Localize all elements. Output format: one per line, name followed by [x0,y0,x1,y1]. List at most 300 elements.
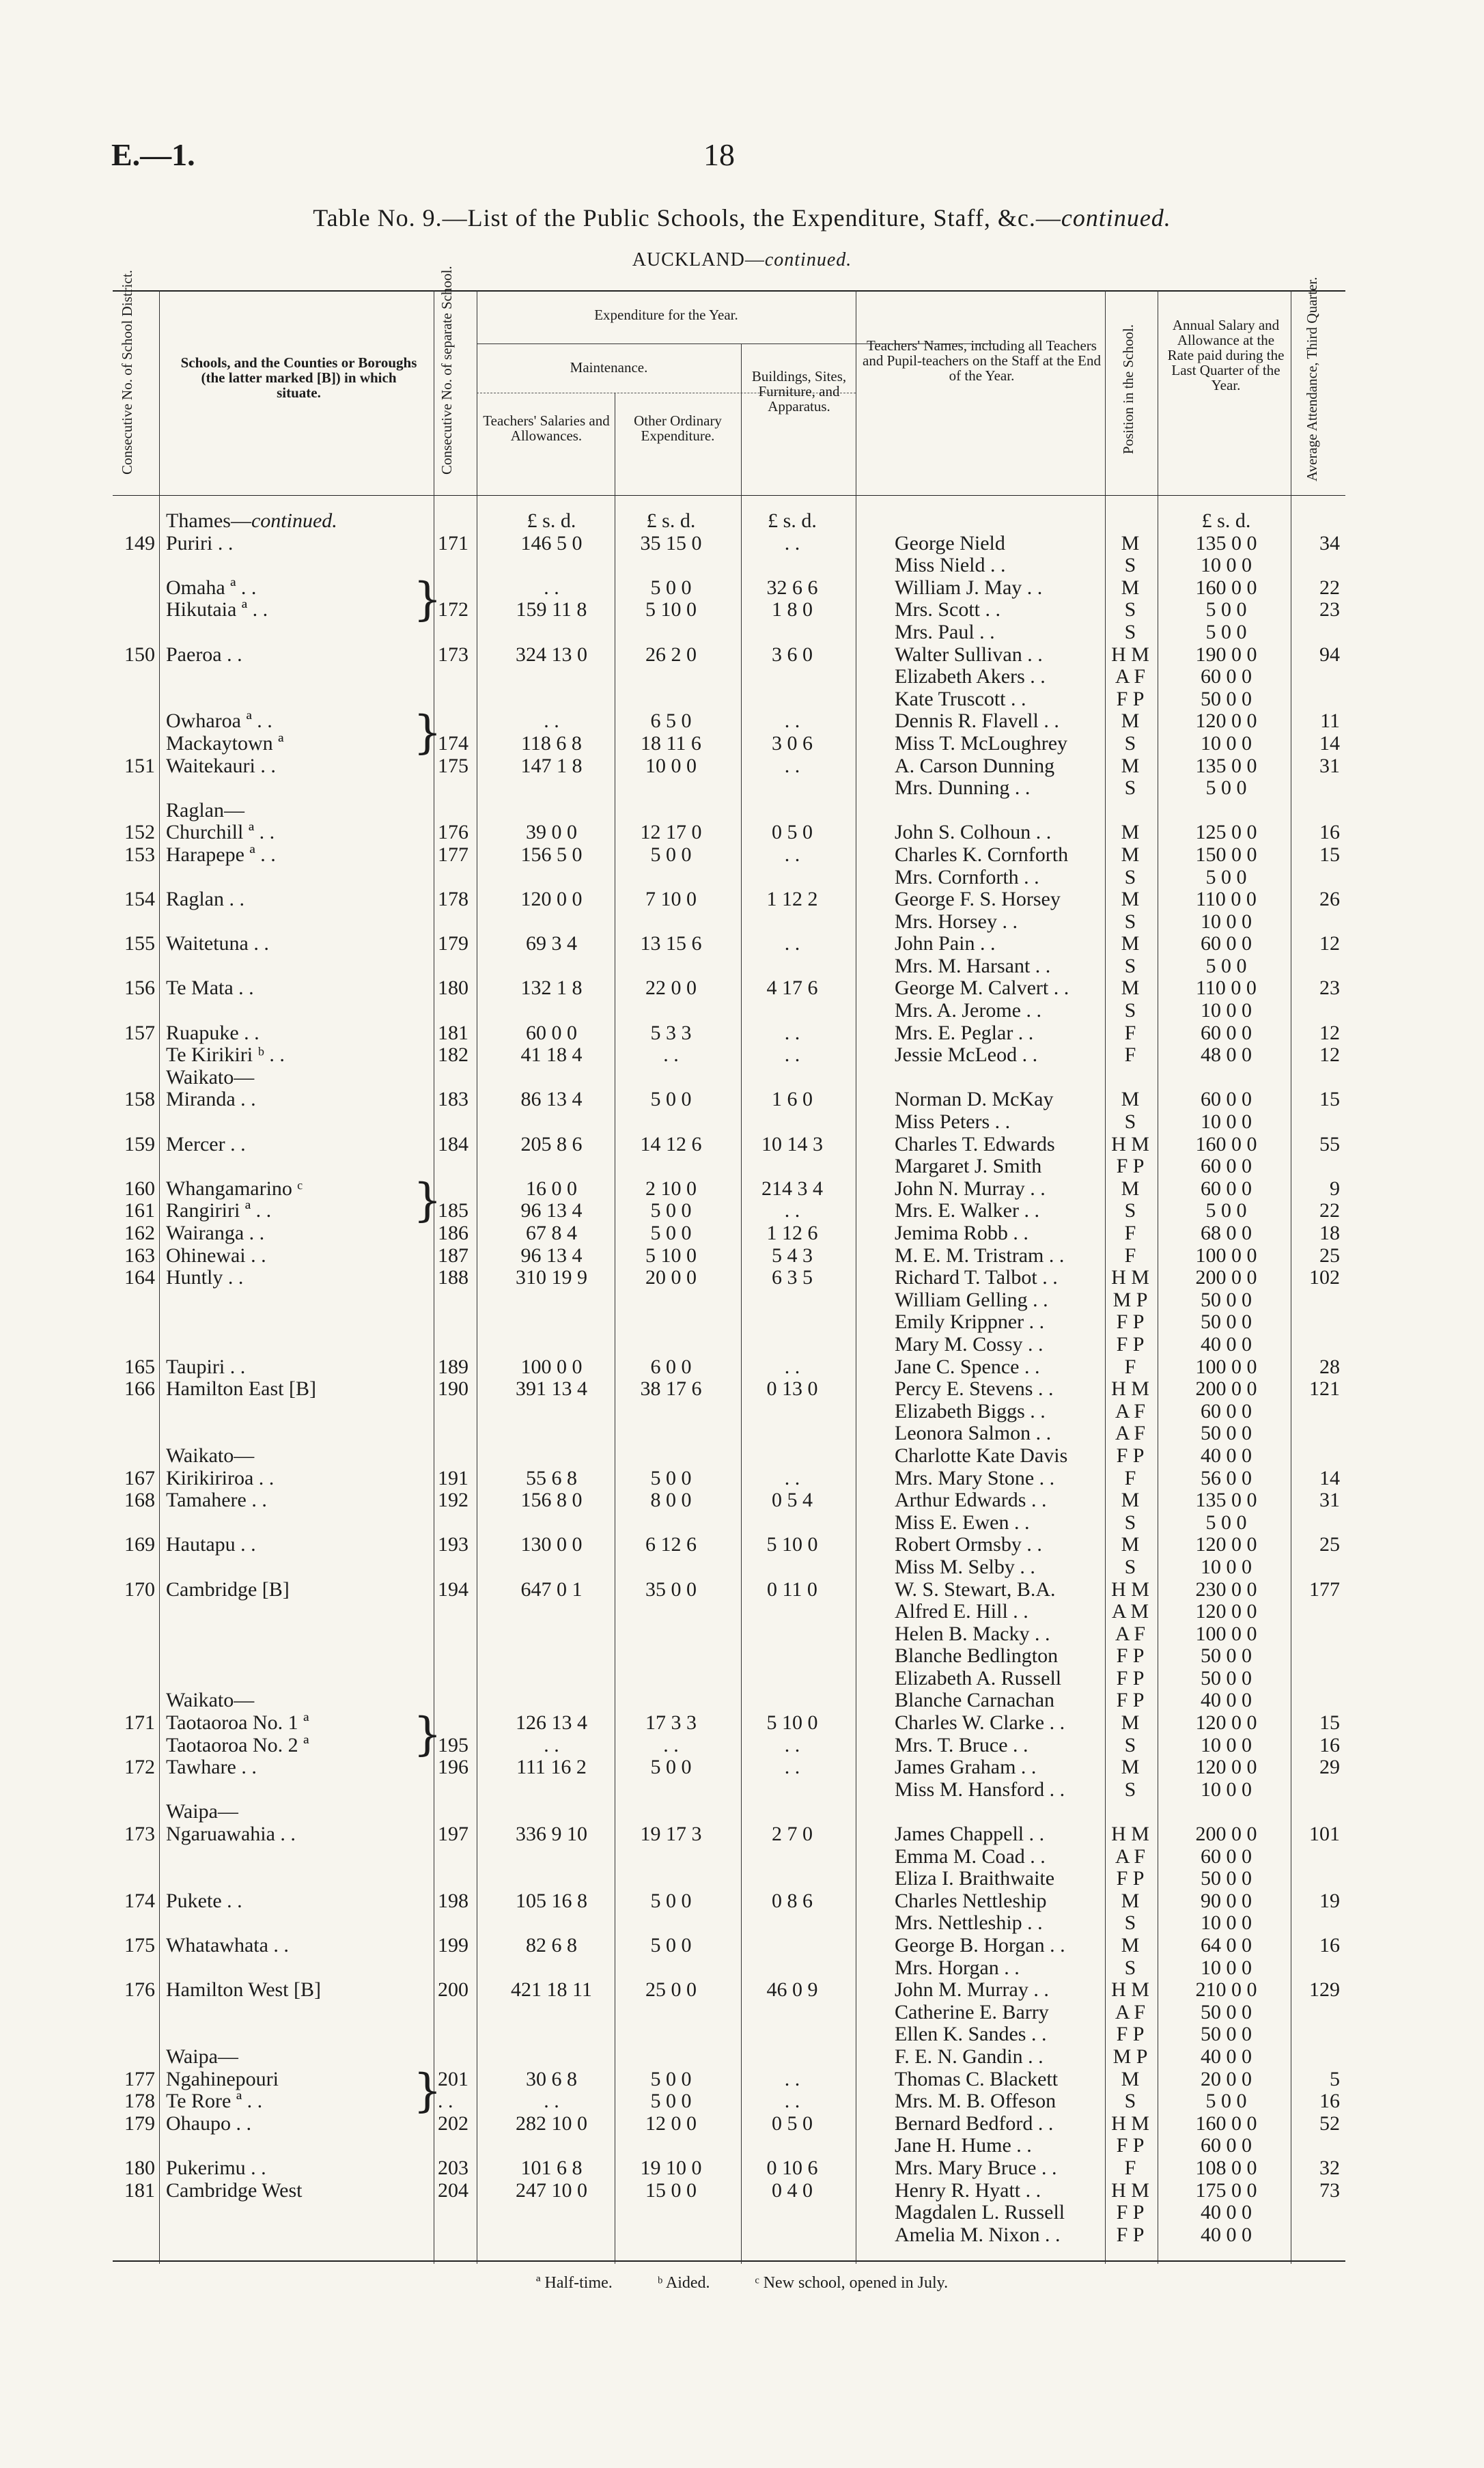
cell-school-name [166,2157,473,2180]
other-expenditure-text: 10 0 0 [645,755,697,777]
cell-teacher-name [895,710,1096,733]
teacher-name-text: Jessie McLeod . . [895,1044,1038,1067]
district-no-text: 180 [124,2157,155,2179]
other-expenditure-text: 6 12 6 [645,1534,697,1556]
school-no-text: 199 [438,1935,468,1957]
attendance-text: 121 [1309,1378,1340,1401]
cell-attendance [1298,1534,1340,1556]
school-name-text: Paeroa . . [166,643,242,666]
annual-salary-text: 110 0 0 [1196,888,1257,911]
cell-salaries [481,1089,621,1111]
cell-buildings [738,510,847,533]
cell-annual-salary [1170,1401,1283,1423]
table-row [113,1868,1345,1890]
cell-buildings [738,1579,847,1601]
position-text: F [1124,1222,1136,1244]
table-row [113,800,1345,822]
teacher-name-text: Eliza I. Braithwaite [895,1868,1055,1890]
school-no-text: 189 [438,1356,468,1378]
cell-position [1106,1356,1154,1379]
table-top-rule [113,290,1345,292]
table-row [113,710,1345,733]
table-row [113,1935,1345,1957]
cell-school-no [438,599,475,621]
cell-position [1106,577,1154,600]
table-row [113,1245,1345,1267]
table-row [113,1979,1345,2002]
cell-attendance [1298,1022,1340,1045]
buildings-text: 1 12 6 [766,1222,818,1244]
table-row [113,1067,1345,1089]
table-title-continued: continued. [1061,204,1171,232]
cell-position [1106,1512,1154,1534]
teacher-name-text: John M. Murray . . [895,1979,1049,2002]
annual-salary-text: 40 0 0 [1201,1444,1252,1467]
salaries-text: 101 6 8 [520,2157,583,2179]
cell-annual-salary [1170,577,1283,600]
cell-position [1106,1378,1154,1401]
cell-other-expenditure [615,599,727,621]
school-name-text: Puriri . . [166,532,234,555]
table-row [113,1200,1345,1222]
school-no-text: 195 [438,1734,468,1756]
cell-position [1106,1134,1154,1156]
school-name-text: Hamilton East [B] [166,1378,316,1401]
cell-position [1106,1422,1154,1445]
table-row [113,1311,1345,1334]
school-name-text: Thames— [166,510,251,532]
other-expenditure-text: 19 17 3 [640,1823,702,1846]
position-text: M [1121,977,1140,1000]
cell-other-expenditure [615,577,727,600]
header-district-no: Consecutive No. of School District. [119,270,135,475]
position-text: F P [1116,1645,1145,1668]
cell-other-expenditure [615,1089,727,1111]
cell-position [1106,1868,1154,1890]
cell-attendance [1298,1890,1340,1913]
annual-salary-text: 48 0 0 [1201,1044,1252,1067]
buildings-text: 0 13 0 [766,1378,818,1401]
table-row [113,733,1345,755]
attendance-text: 31 [1319,755,1340,777]
other-expenditure-text: 5 0 0 [650,2068,692,2090]
annual-salary-text: 5 0 0 [1205,2090,1247,2113]
district-no-text: 177 [124,2068,155,2090]
header-schools: Schools, and the Counties or Boroughs (the latter marked [B]) in which situate. [180,354,417,401]
salaries-text: 111 16 2 [516,1756,587,1779]
position-text: H M [1111,1578,1149,1601]
cell-annual-salary [1170,933,1283,955]
school-name-text: Taotaoroa No. 2 ª [166,1734,309,1756]
cell-position [1106,644,1154,667]
teacher-name-text: Jane C. Spence . . [895,1356,1040,1378]
cell-salaries [481,2090,621,2113]
cell-school-no [438,755,475,778]
attendance-text: 16 [1319,2090,1340,2113]
cell-other-expenditure [615,644,727,667]
annual-salary-text: 50 0 0 [1201,1667,1252,1689]
attendance-text: 15 [1319,1712,1340,1735]
cell-annual-salary [1170,666,1283,688]
salaries-text: 60 0 0 [526,1022,577,1044]
table-row [113,2090,1345,2113]
position-text: S [1124,1000,1136,1022]
cell-buildings [738,1044,847,1067]
teacher-name-text: Blanche Bedlington [895,1645,1059,1668]
table-row [113,2023,1345,2046]
cell-teacher-name [895,1645,1096,1668]
teacher-name-text: Elizabeth Akers . . [895,666,1046,688]
district-no-text: 157 [124,1022,155,1044]
cell-other-expenditure [615,2180,727,2202]
cell-other-expenditure [615,733,727,755]
table-row [113,867,1345,889]
school-no-text: 186 [438,1222,468,1244]
salaries-text: 96 13 4 [520,1244,583,1267]
attendance-text: 22 [1319,576,1340,599]
cell-buildings [738,1890,847,1913]
cell-school-no [438,888,475,911]
teacher-name-text: Charles Nettleship [895,1890,1047,1912]
annual-salary-text: 10 0 0 [1201,1734,1252,1756]
cell-attendance [1298,1089,1340,1111]
cell-other-expenditure [615,977,727,1000]
cell-attendance [1298,888,1340,911]
cell-attendance [1298,644,1340,667]
buildings-text: 1 12 2 [766,888,818,911]
teacher-name-text: Arthur Edwards . . [895,1489,1047,1512]
annual-salary-text: 5 0 0 [1205,621,1247,643]
cell-district-no [113,1134,155,1156]
teacher-name-text: Mrs. Dunning . . [895,777,1031,800]
buildings-text: 5 10 0 [766,1534,818,1556]
cell-district-no [113,2157,155,2180]
other-expenditure-text: 6 0 0 [650,1356,692,1378]
annual-salary-text: 135 0 0 [1195,755,1257,777]
cell-annual-salary [1170,977,1283,1000]
cell-other-expenditure [615,1356,727,1379]
salaries-text: . . [544,1734,559,1756]
teacher-name-text: Mrs. T. Bruce . . [895,1734,1028,1756]
other-expenditure-text: 35 15 0 [640,532,702,555]
position-text: F P [1116,1311,1145,1334]
other-expenditure-text: £ s. d. [646,510,696,532]
teacher-name-text: Charles T. Edwards [895,1133,1055,1155]
attendance-text: 19 [1319,1890,1340,1912]
annual-salary-text: 5 0 0 [1205,777,1247,800]
cell-position [1106,2002,1154,2024]
cell-buildings [738,1222,847,1245]
attendance-text: 52 [1319,2112,1340,2135]
school-no-text: 172 [438,599,468,621]
cell-teacher-name [895,1601,1096,1623]
cell-teacher-name [895,2046,1096,2069]
cell-district-no [113,1579,155,1601]
teacher-name-text: Mrs. A. Jerome . . [895,1000,1041,1022]
other-expenditure-text: 5 0 0 [650,1756,692,1779]
cell-teacher-name [895,1311,1096,1334]
cell-salaries [481,533,621,555]
cell-salaries [481,1267,621,1289]
annual-salary-text: 40 0 0 [1201,2045,1252,2068]
school-no-text: 204 [438,2179,468,2202]
cell-school-no [438,2157,475,2180]
footnote-new-school: ᶜ New school, opened in July. [755,2274,949,2292]
position-text: S [1124,1111,1136,1134]
cell-position [1106,1534,1154,1556]
other-expenditure-text: 5 0 0 [650,1200,692,1222]
table-row [113,1489,1345,1512]
other-expenditure-text: 22 0 0 [645,977,697,1000]
school-no-text: 202 [438,2112,468,2135]
cell-school-no [438,2180,475,2202]
cell-teacher-name [895,1022,1096,1045]
cell-school-no [438,2090,475,2113]
table-row [113,533,1345,555]
annual-salary-text: 50 0 0 [1201,1868,1252,1890]
table-row [113,1378,1345,1401]
cell-school-no [438,1756,475,1779]
buildings-text: . . [784,933,800,955]
cell-school-name [166,1089,473,1111]
cell-salaries [481,510,621,533]
cell-position [1106,2090,1154,2113]
table-row [113,1534,1345,1556]
cell-other-expenditure [615,1979,727,2002]
cell-teacher-name [895,1579,1096,1601]
cell-position [1106,933,1154,955]
cell-other-expenditure [615,1178,727,1201]
cell-other-expenditure [615,1735,727,1757]
annual-salary-text: 60 0 0 [1201,1845,1252,1868]
cell-attendance [1298,1134,1340,1156]
cell-salaries [481,1200,621,1222]
position-text: F P [1116,2023,1145,2046]
cell-school-no [438,1823,475,1846]
cell-school-no [438,1245,475,1267]
attendance-text: 15 [1319,1089,1340,1111]
teacher-name-text: Charles W. Clarke . . [895,1712,1065,1735]
annual-salary-text: 60 0 0 [1201,1400,1252,1422]
cell-school-name [166,2180,473,2202]
position-text: M [1121,933,1140,955]
attendance-text: 16 [1319,822,1340,844]
table-row [113,577,1345,600]
position-text: S [1124,866,1136,888]
cell-attendance [1298,1756,1340,1779]
cell-teacher-name [895,1200,1096,1222]
cell-teacher-name [895,1689,1096,1712]
annual-salary-text: 60 0 0 [1201,666,1252,688]
cell-annual-salary [1170,1155,1283,1178]
attendance-text: 73 [1319,2179,1340,2202]
cell-annual-salary [1170,2023,1283,2046]
salaries-text: 69 3 4 [526,933,577,955]
cell-district-no [113,1200,155,1222]
cell-teacher-name [895,688,1096,711]
annual-salary-text: 100 0 0 [1195,1623,1257,1645]
school-name-text: Waipa— [166,1801,238,1823]
cell-annual-salary [1170,1134,1283,1156]
cell-other-expenditure [615,844,727,867]
position-text: M [1121,2068,1140,2090]
annual-salary-text: 175 0 0 [1195,2179,1257,2202]
cell-annual-salary [1170,2113,1283,2135]
cell-teacher-name [895,1979,1096,2002]
annual-salary-text: 135 0 0 [1195,532,1257,555]
table-row [113,2202,1345,2224]
teacher-name-text: Mrs. Mary Stone . . [895,1467,1055,1489]
district-no-text: 171 [124,1712,155,1735]
cell-position [1106,666,1154,688]
school-name-text: Wairanga . . [166,1222,265,1244]
teacher-name-text: F. E. N. Gandin . . [895,2045,1044,2068]
position-text: M P [1112,1289,1148,1311]
position-text: H M [1111,1267,1149,1289]
school-no-text: 192 [438,1489,468,1512]
cell-position [1106,733,1154,755]
position-text: S [1124,1511,1136,1534]
position-text: S [1124,910,1136,933]
page-number: 18 [703,137,735,172]
cell-attendance [1298,2113,1340,2135]
district-no-text: 159 [124,1133,155,1155]
cell-teacher-name [895,2090,1096,2113]
other-expenditure-text: 2 10 0 [645,1177,697,1200]
cell-district-no [113,1823,155,1846]
attendance-text: 25 [1319,1534,1340,1556]
school-no-text: 181 [438,1022,468,1044]
cell-buildings [738,2069,847,2091]
cell-district-no [113,1534,155,1556]
cell-annual-salary [1170,1890,1283,1913]
table-row [113,1000,1345,1022]
salaries-text: 100 0 0 [520,1356,583,1378]
school-name-text: Taupiri . . [166,1356,246,1378]
table-row [113,1712,1345,1735]
cell-school-no [438,1134,475,1156]
cell-teacher-name [895,844,1096,867]
cell-annual-salary [1170,1378,1283,1401]
salaries-text: 86 13 4 [520,1089,583,1111]
cell-teacher-name [895,977,1096,1000]
cell-teacher-name [895,1422,1096,1445]
teacher-name-text: George Nield [895,532,1005,555]
annual-salary-text: 108 0 0 [1195,2157,1257,2179]
teacher-name-text: Mrs. E. Peglar . . [895,1022,1034,1044]
cell-attendance [1298,1044,1340,1067]
cell-position [1106,1000,1154,1022]
teacher-name-text: Margaret J. Smith [895,1155,1042,1178]
table-row [113,1735,1345,1757]
buildings-text: . . [784,1356,800,1378]
cell-other-expenditure [615,1935,727,1957]
cell-annual-salary [1170,1601,1283,1623]
cell-salaries [481,644,621,667]
cell-school-no [438,1979,475,2002]
salaries-text: 247 10 0 [516,2179,587,2202]
buildings-text: 0 11 0 [767,1578,817,1601]
cell-teacher-name [895,1779,1096,1801]
cell-annual-salary [1170,1779,1283,1801]
cell-school-name [166,1022,473,1045]
cell-other-expenditure [615,1222,727,1245]
cell-buildings [738,1468,847,1490]
cell-school-name [166,888,473,911]
cell-position [1106,1890,1154,1913]
salaries-text: 147 1 8 [520,755,583,777]
annual-salary-text: 60 0 0 [1201,1022,1252,1044]
cell-district-no [113,644,155,667]
table-row [113,2002,1345,2024]
cell-attendance [1298,1356,1340,1379]
teacher-name-text: Miss M. Selby . . [895,1556,1035,1578]
cell-position [1106,977,1154,1000]
teacher-name-text: Jemima Robb . . [895,1222,1028,1244]
cell-salaries [481,1178,621,1201]
cell-teacher-name [895,1534,1096,1556]
cell-position [1106,1735,1154,1757]
school-no-text: 175 [438,755,468,777]
buildings-text: 0 10 6 [766,2157,818,2179]
cell-school-no [438,844,475,867]
cell-teacher-name [895,1445,1096,1468]
cell-school-name [166,1134,473,1156]
cell-teacher-name [895,1155,1096,1178]
cell-attendance [1298,1579,1340,1601]
position-text: F [1124,1022,1136,1044]
cell-salaries [481,822,621,844]
buildings-text: 32 6 6 [766,576,818,599]
cell-buildings [738,1178,847,1201]
school-no-text: 177 [438,843,468,866]
school-name-text: Omaha ª . . [166,576,257,599]
cell-annual-salary [1170,2090,1283,2113]
cell-buildings [738,933,847,955]
buildings-text: 5 10 0 [766,1712,818,1735]
cell-position [1106,1022,1154,1045]
cell-school-name [166,1468,473,1490]
cell-school-no [438,1735,475,1757]
salaries-text: 391 13 4 [516,1378,587,1401]
cell-salaries [481,1756,621,1779]
cell-annual-salary [1170,2002,1283,2024]
cell-district-no [113,755,155,778]
position-text: M [1121,1089,1140,1111]
cell-salaries [481,1712,621,1735]
cell-teacher-name [895,1378,1096,1401]
table-row [113,1022,1345,1045]
cell-position [1106,1712,1154,1735]
school-name-text: Te Rore ª . . [166,2090,263,2113]
cell-salaries [481,1534,621,1556]
cell-annual-salary [1170,2135,1283,2157]
cell-school-no [438,2069,475,2091]
cell-school-no [438,533,475,555]
other-expenditure-text: 5 3 3 [650,1022,692,1044]
cell-position [1106,1489,1154,1512]
cell-school-name [166,1534,473,1556]
district-no-text: 163 [124,1244,155,1267]
cell-buildings [738,2113,847,2135]
cell-position [1106,777,1154,800]
teacher-name-text: John Pain . . [895,933,996,955]
cell-attendance [1298,1178,1340,1201]
cell-attendance [1298,1200,1340,1222]
annual-salary-text: 10 0 0 [1201,1556,1252,1578]
cell-teacher-name [895,1556,1096,1579]
cell-attendance [1298,933,1340,955]
